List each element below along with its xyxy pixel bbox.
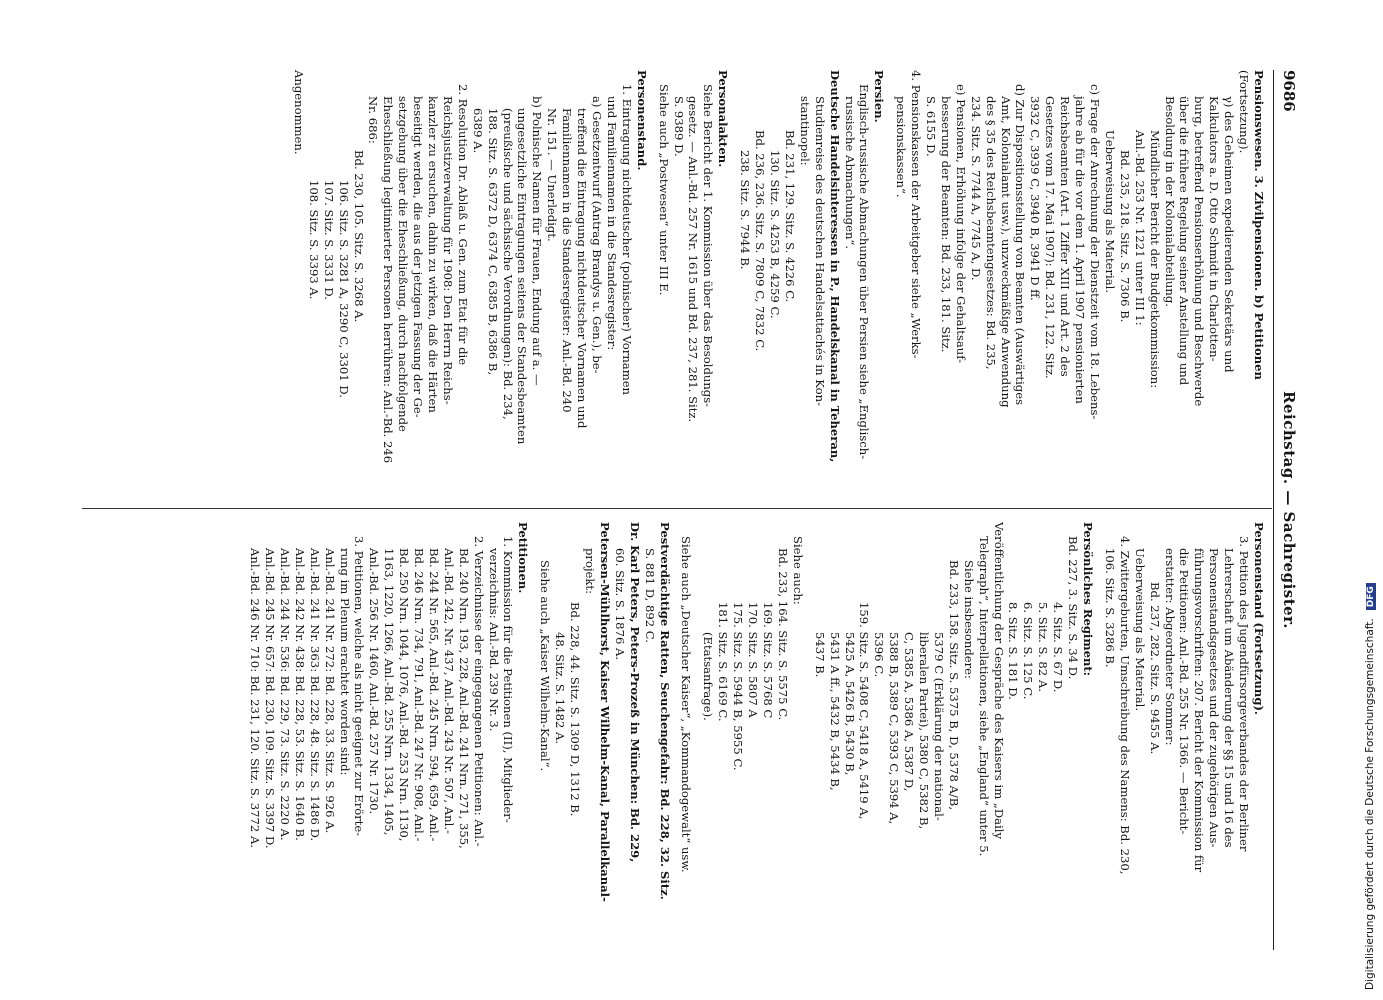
entry-line: 4. Pensionskassen der Arbeitgeber siehe „Werks- [909,70,924,359]
entry-line: 159. Sitz. S. 5408 C, 5418 A, 5419 A, [857,602,872,820]
entry-line: stantinopel: [797,96,812,166]
entry-line: c) Frage der Anrechnung der Dienstzeit vom 18. Lebens- [1088,84,1103,420]
entry-line: Siehe auch: [790,536,805,605]
entry-heading: Pensionswesen. 3. Zivilpensionen. b) Petitionen [1252,70,1266,380]
entry-heading: Petitionen. [516,522,531,594]
entry-line: 106. Sitz. S. 3286 B. [1102,548,1117,668]
entry-line: Familiennamen in die Standesregister: Anl.-Bd. 240 [560,108,575,413]
entry-line: Bd. 231, 129. Sitz. S. 4226 C. [782,130,797,303]
entry-line: Anl.-Bd. 256 Nr. 1460, Anl.-Bd. 257 Nr. 1730. [367,548,382,815]
entry-line: 170. Sitz. S. 5807 A [746,602,761,718]
entry-line: jahre ab für die vor dem 1. April 1907 pensionierten [1073,96,1088,404]
entry-line: 5. Sitz. S. 82 A. [1036,602,1051,692]
entry-line: Reichsbeamten (Art. 1 Ziffer XIII und Art. 2 des [1058,96,1073,377]
entry-line: 2. Verzeichnisse der eingegangenen Petitionen: Anl.- [471,536,486,847]
entry-line: setzgebung über die Eheschließung, durch nachfolgende [396,96,411,432]
entry-line: Bd. 227, 3. Sitz. S. 34 D. [1066,536,1081,680]
entry-line: Bd. 246 Nrn. 734, 791, Anl.-Bd. 247 Nr. 908, Anl.- [412,548,427,842]
entry-line: (Fortsetzung). [1237,70,1252,154]
rotated-register-page [60,70,1300,950]
entry-line: Anl.-Bd. 253 Nr. 1221 unter III 1: [1132,130,1147,326]
entry-line: 4. Sitz. S. 67 D. [1051,602,1066,693]
entry-line: Studienreise des deutschen Handelsattachés in Kon- [812,96,827,406]
entry-line: 1. Kommission für die Petitionen (II), Mitglieder- [501,536,516,823]
digitization-credit [1364,583,1376,990]
entry-heading: Petersen-Mühlhorst, Kaiser Wilhelm-Kanal, Parallelkanal- [597,522,612,902]
entry-line: Siehe auch „Postwesen“ unter III E. [656,84,671,296]
entry-line: beseitigt werden, die aus der jetzigen Fassung der Ge- [411,96,426,418]
entry-line: C, 5385 A, 5386 A, 5387 D, [902,632,917,792]
entry-line: verzeichnis: Anl.-Bd. 239 Nr. 3. [486,548,501,732]
entry-line: Anl.-Bd. 241 Nr. 272: Bd. 228, 33. Sitz. S. 926 A. [322,548,337,834]
entry-line: Ueberweisung als Material. [1102,130,1117,294]
entry-line: Bd. 236, 236. Sitz. S. 7809 C, 7832 C. [753,130,768,352]
entry-line: burg, betreffend Pensionserhöhung und Beschwerde [1192,96,1207,407]
entry-line: 5431 A ff., 5432 B, 5434 B, [827,632,842,791]
entry-line: a) Gesetzentwurf (Antrag Brandys u. Gen.), be- [590,96,605,374]
entry-line: und Familiennamen in die Standesregister: [604,96,619,351]
entry-line: 6. Sitz. S. 125 C. [1021,602,1036,700]
entry-heading: Pestverdächtige Ratten, Seuchengefahr: Bd. 228, 32. Sitz. [657,522,672,900]
entry-line: liberalen Partei), 5380 C, 5382 B, [917,632,932,830]
entry-line: (preußische und sächsische Verordnungen): Bd. 234, [500,108,515,420]
entry-line: 6389 A. [470,108,485,154]
entry-line: 3932 C, 3939 C, 3940 B, 3941 D ff. [1028,96,1043,301]
entry-line: Siehe auch „Kaiser Wilhelm-Kanal“. [538,560,553,772]
entry-line: 4. Zwittergeburten, Umschreibung des Namens: Bd. 230, [1117,536,1132,875]
entry-heading: Persien. [872,70,887,123]
entry-line: Bd. 235, 218. Sitz. S. 7306 B. [1117,150,1132,323]
entry-line: Besoldung in der Kolonialabteilung. [1162,96,1177,307]
entry-line: Lehrerschaft um Abänderung der §§ 15 und 16 des [1222,548,1237,848]
entry-line: Anl.-Bd. 246 Nr. 710: Bd. 231, 120. Sitz. S. 3772 A. [248,548,263,849]
entry-line: Kalkulators a. D. Otto Schmidt in Charlotten- [1207,96,1222,362]
entry-line: Bd. 237, 282. Sitz. S. 9455 A. [1147,582,1162,755]
entry-line: 5437 B. [812,632,827,678]
entry-line: S. 881 D, 892 C. [642,548,657,643]
entry-line: die Petitionen: Anl.-Bd. 255 Nr. 1366. — Bericht- [1177,548,1192,835]
entry-line: Gesetzes vom 17. Mai 1907): Bd. 231, 122. Sitz. [1043,96,1058,379]
right-column [247,522,1266,946]
entry-line: Anl.-Bd. 242, Nr. 437, Anl.-Bd. 243 Nr. 507, Anl.- [441,548,456,834]
entry-line: Bd. 240 Nrn. 193, 228, Anl.-Bd. 241 Nrn. 271, 355, [456,548,471,849]
entry-line: ungesetzliche Eintragungen seitens der Standesbeamten [515,108,530,445]
entry-heading: Personenstand (Fortsetzung). [1252,522,1266,715]
entry-line: Veröffentlichung der Gespräche des Kaisers im „Daily [991,522,1006,840]
entry-line: 181. Sitz. S. 6169 C. [716,602,731,722]
entry-line: 60. Sitz. S. 1876 A. [612,548,627,661]
entry-line: 130. Sitz. S. 4253 B, 4259 C. [768,150,782,319]
entry-line: Anl.-Bd. 242 Nr. 438: Bd. 228, 53. Sitz. S. 1640 B. [292,548,307,841]
entry-line: kanzler zu ersuchen, dahin zu wirken, daß die Härten [426,96,441,413]
entry-line: Englisch-russische Abmachungen über Persien siehe „Englisch- [857,84,872,460]
entry-line: pensionskassen“. [894,96,909,198]
entry-line: erstatter: Abgeordneter Sommer: [1162,548,1177,746]
entry-line: Bd. 228, 44. Sitz. S. 1309 D, 1312 B. [568,602,583,817]
entry-line: d) Zur Dispositionsstellung von Beamten (Auswärtiges [1013,84,1028,406]
entry-line: 108. Sitz. S. 3393 A. [306,180,321,300]
entry-line: führungsvorschriften: 207. Bericht der Kommission für [1192,548,1207,873]
entry-heading: Persönliches Regiment: [1081,522,1096,677]
entry-line: 8. Sitz. S. 181 D. [1006,602,1021,700]
entry-line: Deutsche Handelsinteressen in P., Handelskanal in Teheran, [827,70,842,463]
entry-line: Eheschließung legitimierter Personen herrühren: Anl.-Bd. 246 [381,96,396,464]
entry-line: Siehe Bericht der 1. Kommission über das Besoldungs- [701,84,716,408]
entry-line: 3. Petition des Jugendfürsorgeverbandes der Berliner [1237,536,1252,852]
credit-text: Digitalisierung gefördert durch die Deutsche Forschungsgemeinschaft. [1364,618,1376,990]
entry-line: gesetz. — Anl.-Bd. 257 Nr. 1615 und Bd. 237, 281. Sitz. [686,96,701,423]
entry-line: γ) des Geheimen expedierenden Sekretärs und [1222,96,1237,373]
entry-line: Siehe insbesondere: [961,560,976,679]
entry-line: 238. Sitz. S. 7944 B. [738,150,753,270]
entry-line: 2. Resolution Dr. Ablaß u. Gen. zum Etat für die [455,84,470,366]
entry-line: Anl.-Bd. 245 Nr. 657: Bd. 230, 109. Sitz. S. 3397 D. [263,548,277,849]
entry-line: Bd. 250 Nrn. 1044, 1076, Anl.-Bd. 253 Nrn. 1130, [397,548,412,842]
entry-line: des § 35 des Reichsbeamtengesetzes: Bd. 235, [983,96,998,370]
entry-line: Nr. 151. — Unerledigt. [545,108,560,242]
entry-line: S. 9389 D. [671,96,686,157]
entry-line: 1163, 1220, 1266, Anl.-Bd. 255 Nrn. 1334, 1405, [382,548,397,836]
entry-line: Mündlicher Bericht der Budgetkommission: [1147,130,1162,389]
entry-line: (Etatsanfrage). [701,632,716,721]
entry-line: Bd. 244 Nr. 565, Anl.-Bd. 245 Nrn. 594, 659, Anl.- [426,548,441,842]
entry-line: rung im Plenum erachtet worden sind: [337,548,352,776]
entry-line: b) Polnische Namen für Frauen, Endung auf a. — [530,96,545,386]
entry-line: russische Abmachungen“. [842,96,857,250]
entry-line: Bd. 233, 164. Sitz. S. 5575 C. [775,548,790,721]
entry-line: Angenommen. [291,70,306,155]
entry-line: besserung der Beamten: Bd. 233, 181. Sitz. [938,96,953,353]
entry-heading: Dr. Karl Peters, Peters-Prozeß in München: Bd. 229, [627,522,642,863]
entry-line: 234. Sitz. S. 7744 A, 7745 A, D. [968,96,983,281]
column-divider [82,508,1272,509]
entry-line: 5388 B, 5389 C, 5393 C, 5394 A, [887,632,902,825]
entry-line: Anl.-Bd. 244 Nr. 536: Bd. 229, 73. Sitz. S. 2220 A. [277,548,292,841]
dfg-logo-icon: DFG [1366,583,1376,610]
entry-line: 188. Sitz. S. 6372 D, 6374 C, 6385 B, 6386 B, [485,108,500,376]
entry-line: Bd. 230, 105. Sitz. S. 3268 A. [351,150,366,323]
entry-line: treffend die Eintragung nichtdeutscher Vornamen und [575,108,590,429]
page-number: 9686 [1280,70,1298,112]
page-title: Reichstag. — Sachregister. [1280,391,1298,629]
entry-line: 1. Eintragung nichtdeutscher (polnischer) Vornamen [619,84,634,396]
entry-line: Telegraph“, Interpellationen, siehe „England“ unter 5. [976,536,991,857]
entry-line: projekt: [583,548,598,594]
entry-line: 3. Petitionen, welche als nicht geeignet zur Erörte- [352,536,367,837]
entry-line: Siehe auch „Deutscher Kaiser“, „Kommandogewalt“ usw. [679,536,694,873]
entry-heading: Personenstand. [634,70,649,171]
entry-line: über die frühere Regelung seiner Anstellung und [1177,96,1192,386]
entry-line: 5396 C. [872,632,887,678]
entry-line: Bd. 233, 158. Sitz. S. 5375 B, D, 5378 A/B, [946,560,961,811]
page-header [1273,70,1300,950]
entry-line: Ueberweisung als Material. [1132,548,1147,712]
entry-line: 107. Sitz. S. 3331 D. [321,180,336,300]
left-column [291,70,1266,494]
entry-line: 175. Sitz. S. 5944 B, 5955 C. [731,602,746,771]
entry-line: e) Pensionen, Erhöhung infolge der Gehaltsauf- [953,84,968,364]
entry-line: Personenstandsgesetzes und der zugehörigen Aus- [1207,548,1222,848]
entry-line: 5379 C (Erklärung der national- [931,632,946,821]
entry-line: Anl.-Bd. 241 Nr. 363: Bd. 228, 48. Sitz. S. 1486 D. [307,548,322,842]
entry-line: S. 6155 D. [924,96,939,157]
entry-line: Reichsjustizverwaltung für 1908: Den Herrn Reichs- [440,96,455,405]
entry-line: Amt, Kolonialamt usw.), unzweckmäßige Anwendung [998,96,1013,408]
entry-line: 106. Sitz. S. 3281 A, 3290 C, 3301 D. [336,180,351,398]
entry-line: Nr. 686: [366,96,381,144]
entry-line: 48. Sitz. S. 1482 A. [553,632,568,745]
entry-line: 5425 A, 5426 B, 5430 B, [842,632,857,776]
entry-line: 169. Sitz. S. 5768 C [761,602,775,719]
entry-heading: Personalakten. [716,70,731,168]
